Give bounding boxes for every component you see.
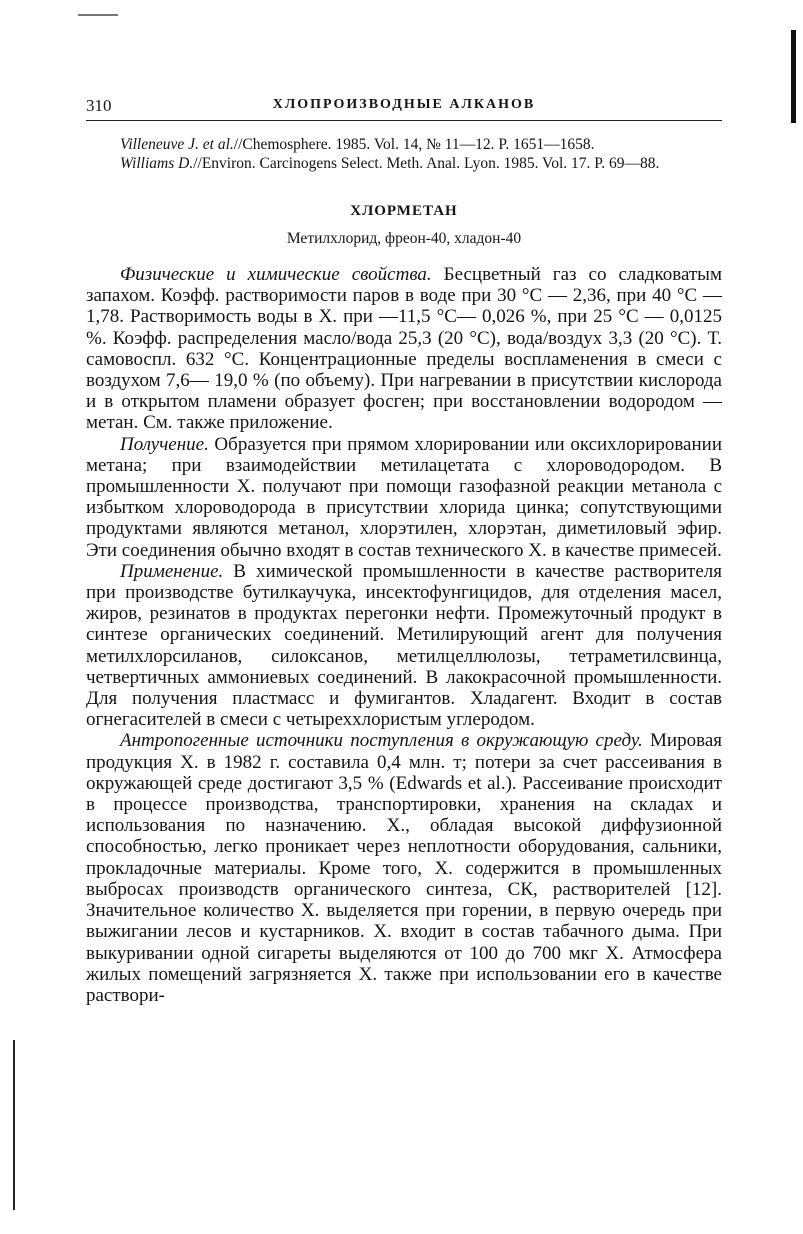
section-subtitle: Метилхлорид, фреон-40, хладон-40 bbox=[286, 230, 522, 247]
reference-source: //Environ. Carcinogens Select. Meth. Anal. Lyon. 1985. Vol. 17. P. 69—88. bbox=[193, 155, 660, 172]
paragraph-text: Образуется при прямом хлорировании или оксихлорировании метана; при взаимодействии метилацетата с хлороводородом. В промышленности Х. получают при помощи газофазной реакции метанола с избытком хлороводорода в присутствии хлорида цинка; сопутствующими продуктами являются метанол, хлорэтилен, хлорэтан, диметиловый эфир. Эти соединения обычно входят в состав технического Х. в качестве примесей. bbox=[86, 433, 722, 561]
scan-edge-mark bbox=[78, 14, 118, 16]
paragraph-properties bbox=[86, 264, 722, 434]
reference-author: Williams D. bbox=[120, 155, 194, 172]
paragraph-heading: Антропогенные источники поступления в окружающую среду. bbox=[120, 730, 643, 752]
reference-author: Villeneuve J. et al. bbox=[120, 136, 234, 153]
paragraph-heading: Применение. bbox=[120, 560, 224, 582]
reference-list bbox=[86, 135, 722, 173]
paragraph-heading: Физические и химические свойства. bbox=[120, 264, 432, 285]
paragraph-heading: Получение. bbox=[120, 433, 209, 455]
running-head: ХЛОПРОИЗВОДНЫЕ АЛКАНОВ bbox=[272, 97, 536, 112]
book-page bbox=[86, 92, 722, 1006]
paragraph-text: Бесцветный газ со сладковатым запахом. Коэфф. растворимости паров в воде при 30 °C — 2,36, при 40 °C — 1,78. Растворимость воды в Х. при —11,5 °C— 0,026 %, при 25 °C — 0,0125 %. Коэфф. распределения масло/вода 25,3 (20 °C), вода/воздух 3,3 (20 °C). Т. самовоспл. 632 °C. Концентрационные пределы воспламенения в смеси с воздухом 7,6— 19,0 % (по объему). При нагревании в присутствии кислорода и в открытом пламени образует фосген; при восстановлении водородом — метан. См. также приложение. bbox=[86, 264, 722, 434]
paragraph-production bbox=[86, 434, 722, 561]
paragraph-text: Мировая продукция Х. в 1982 г. составила 0,4 млн. т; потери за счет рассеивания в окружающей среде достигают 3,5 % (Edwards et al.). Рассеивание происходит в процессе производства, транспортировки, хранения на складах и использования по назначению. Х., обладая высокой диффузионной способностью, легко проникает через неплотности оборудования, сальники, прокладочные материалы. Кроме того, Х. содержится в промышленных выбросах производств органического синтеза, СК, растворителей [12]. Значительное количество Х. выделяется при горении, в первую очередь при выжигании лесов и кустарников. Х. входит в состав табачного дыма. При выкуривании одной сигареты выделяются от 100 до 700 мкг Х. Атмосфера жилых помещений загрязняется Х. также при использовании его в качестве раствори- bbox=[86, 730, 722, 1006]
paragraph-sources bbox=[86, 730, 722, 1006]
reference-item bbox=[86, 154, 722, 173]
page-header bbox=[86, 92, 722, 121]
scan-edge-bar-left bbox=[13, 1040, 15, 1210]
article-body bbox=[86, 264, 722, 1006]
reference-item bbox=[86, 135, 722, 154]
reference-source: //Chemosphere. 1985. Vol. 14, № 11—12. P. 1651—1658. bbox=[233, 136, 595, 153]
section-title: ХЛОРМЕТАН bbox=[350, 203, 458, 219]
page-number: 310 bbox=[86, 96, 112, 115]
paragraph-text: В химической промышленности в качестве растворителя при производстве бутилкаучука, инсектофунгицидов, для отделения масел, жиров, резинатов в продуктах перегонки нефти. Промежуточный продукт в синтезе органических соединений. Метилирующий агент для получения метилхлорсиланов, силоксанов, метилцеллюлозы, тетраметилсвинца, четвертичных аммониевых соединений. В лакокрасочной промышленности. Для получения пластмасс и фумигантов. Хладагент. Входит в состав огнегасителей в смеси с четыреххлористым углеродом. bbox=[86, 560, 722, 731]
paragraph-application bbox=[86, 561, 722, 731]
scan-edge-bar-right bbox=[791, 30, 796, 123]
